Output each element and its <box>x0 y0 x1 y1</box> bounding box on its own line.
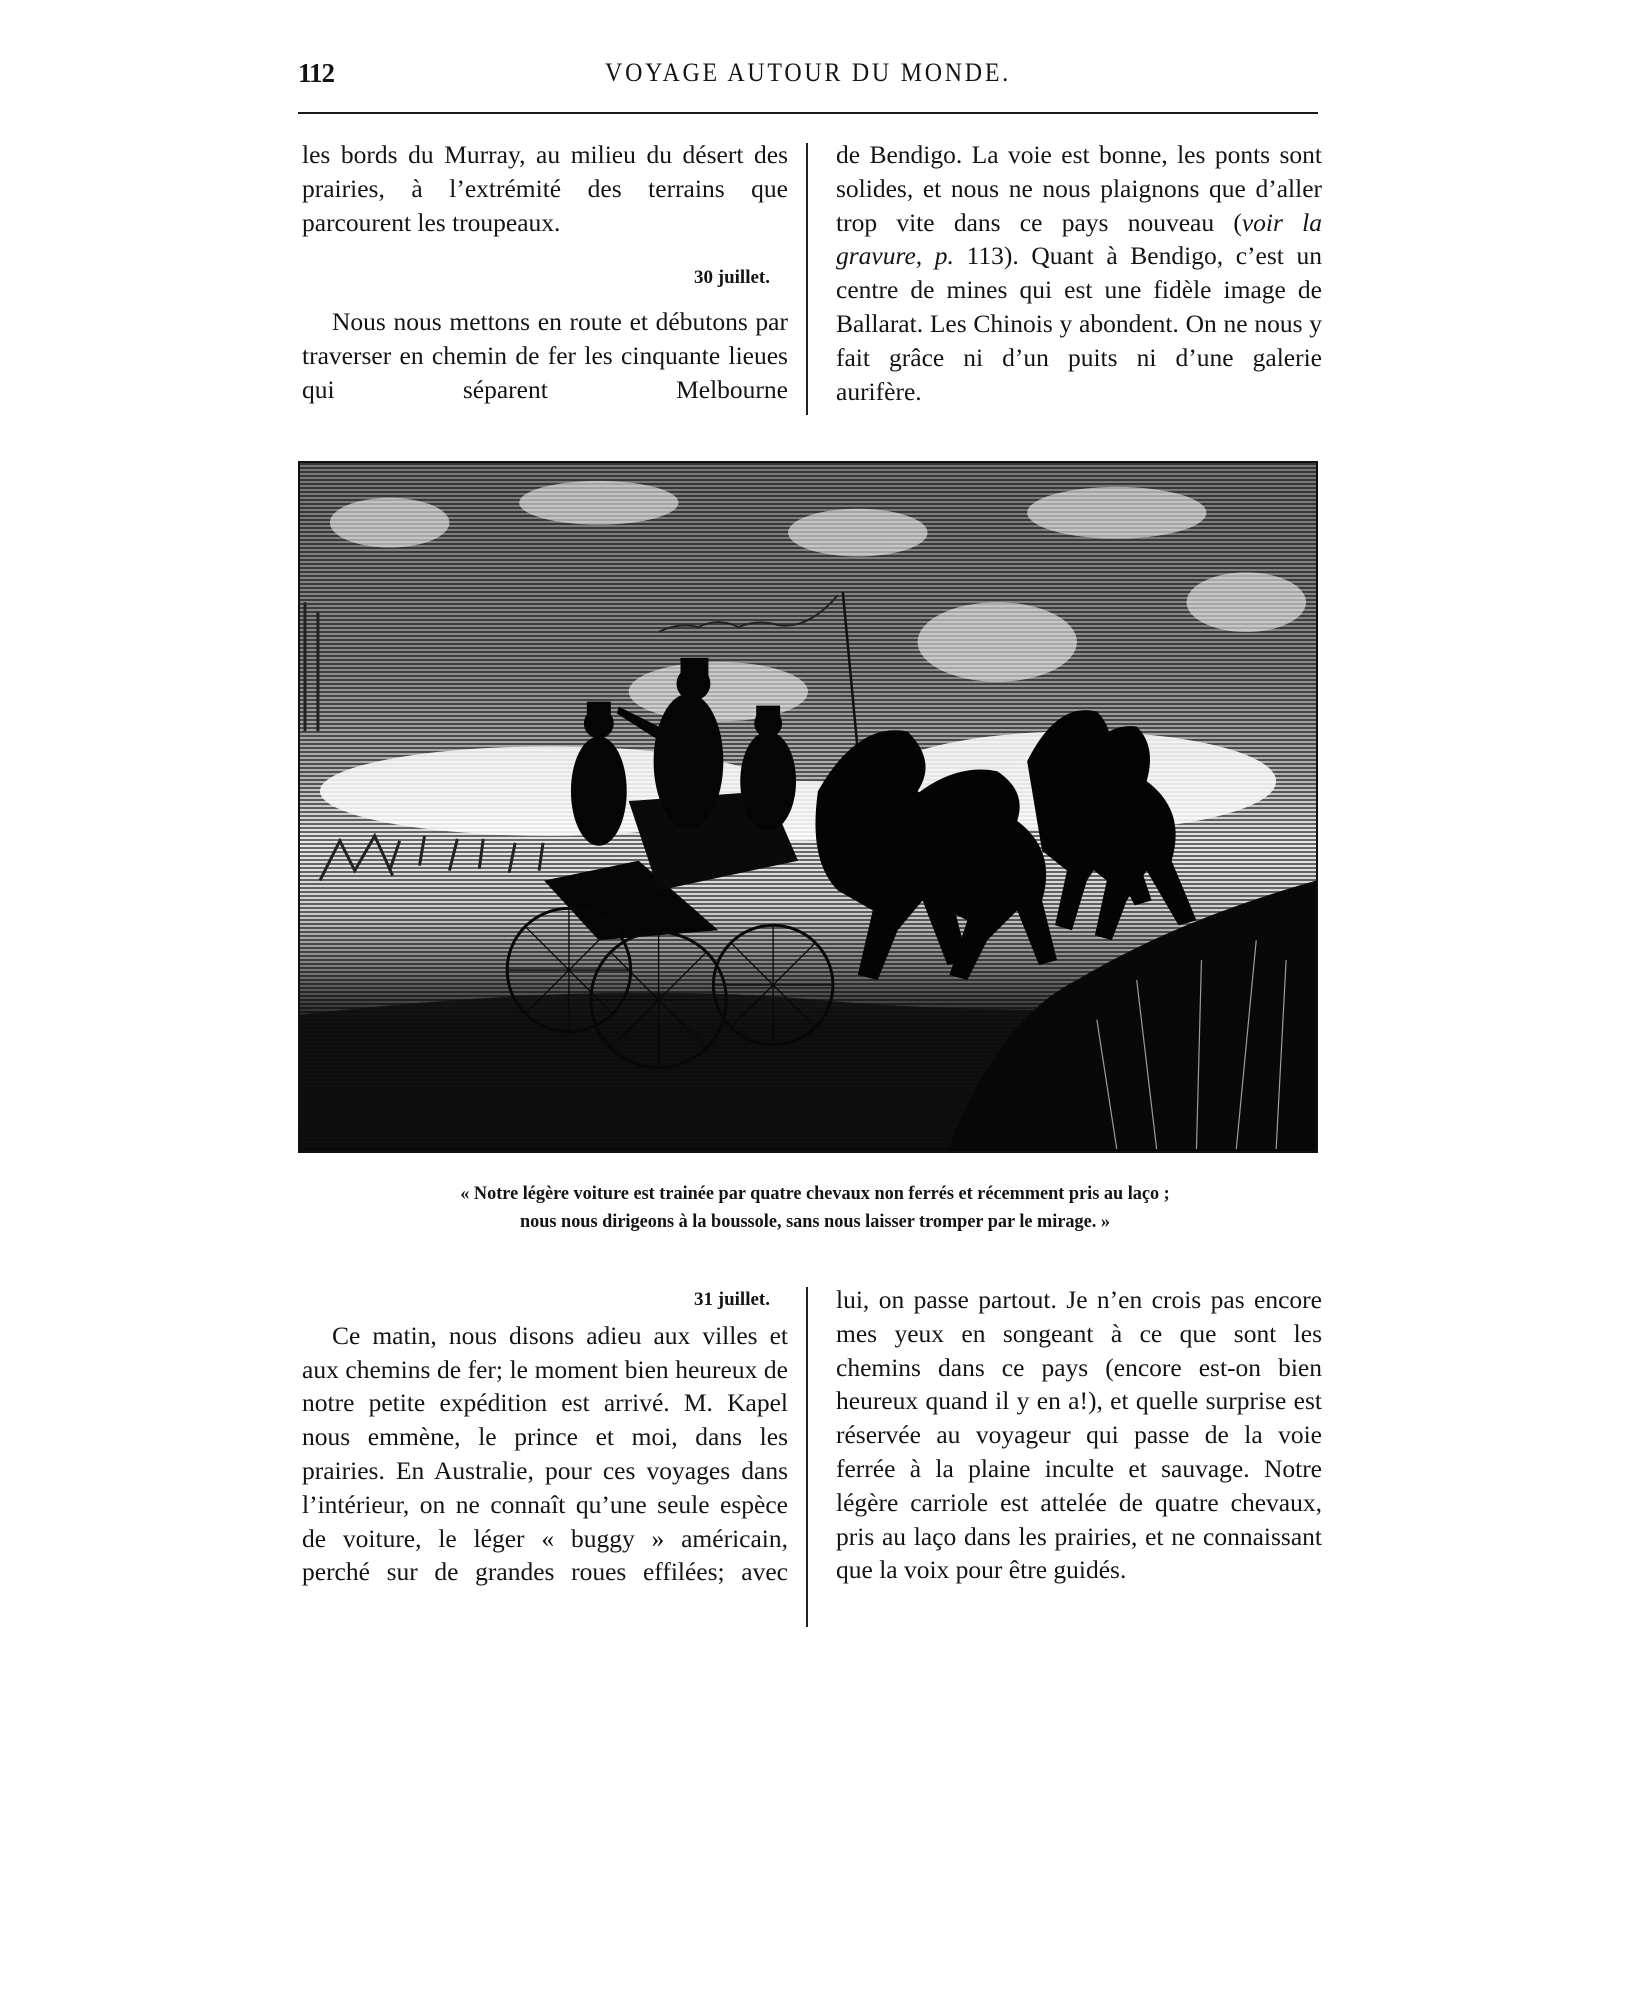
running-header <box>298 58 1318 98</box>
date-heading-30-juillet: 30 juillet. <box>694 267 770 289</box>
figure-reference: voir la gravure, p. <box>836 207 1322 271</box>
date-heading-31-juillet: 31 juillet. <box>694 1289 770 1310</box>
buggy-engraving-image <box>300 463 1316 1151</box>
figure-caption <box>359 1180 1271 1236</box>
header-rule <box>298 112 1318 114</box>
top-right-column <box>836 138 1322 408</box>
paragraph-carriole: lui, on passe partout. Je n’en crois pas encore mes yeux en songeant à ce que sont les chemins dans ce pays (encore est-on bien heureux quand il y en a!), et quelle surprise est réservée au voyageur qui passe de la voie ferrée à la plaine inculte et sauvage. Notre légère carriole est attelée de quatre chevaux, pris au laço dans les prairies, et ne connaissant que la voix pour être guidés. <box>836 1285 1322 1585</box>
continuation-paragraph: les bords du Murray, au milieu du désert des prairies, à l’extrémité des terrains que parcourent les troupeaux. <box>302 140 788 237</box>
column-divider-bottom <box>806 1287 808 1627</box>
caption-line-1: « Notre légère voiture est trainée par quatre chevaux non ferrés et récemment pris au laço ; <box>460 1183 1170 1204</box>
paragraph-buggy: Ce matin, nous disons adieu aux villes et aux chemins de fer; le moment bien heureux de notre petite expédition est arrivé. M. Kapel nous emmène, le prince et moi, dans les prairies. En Australie, pour ces voyages dans l’intérieur, on ne connaît qu’une seule espèce de voiture, le léger « buggy » américain, perché sur de grandes roues effilées; avec <box>302 1320 788 1587</box>
paragraph-bendigo: de Bendigo. La voie est bonne, les ponts sont solides, et nous ne nous plaignons que d’aller trop vite dans ce pays nouveau (voir la gravure, p. 113). Quant à Bendigo, c’est un centre de mines qui est une fidèle image de Ballarat. Les Chinois y abondent. On ne nous y fait grâce ni d’un puits ni d’une galerie aurifère. <box>836 140 1322 406</box>
engraving-illustration <box>298 461 1318 1153</box>
bottom-left-column <box>302 1283 788 1589</box>
paragraph-route: Nous nous mettons en route et débutons par traverser en chemin de fer les cinquante lieues qui séparent Melbourne <box>302 307 788 404</box>
page-number: 112 <box>298 58 335 88</box>
top-left-column <box>302 138 788 407</box>
bottom-right-column <box>836 1283 1322 1587</box>
column-divider-top <box>806 143 808 415</box>
running-title: VOYAGE AUTOUR DU MONDE. <box>605 58 1011 87</box>
caption-line-2: nous nous dirigeons à la boussole, sans nous laisser tromper par le mirage. » <box>519 1211 1111 1232</box>
